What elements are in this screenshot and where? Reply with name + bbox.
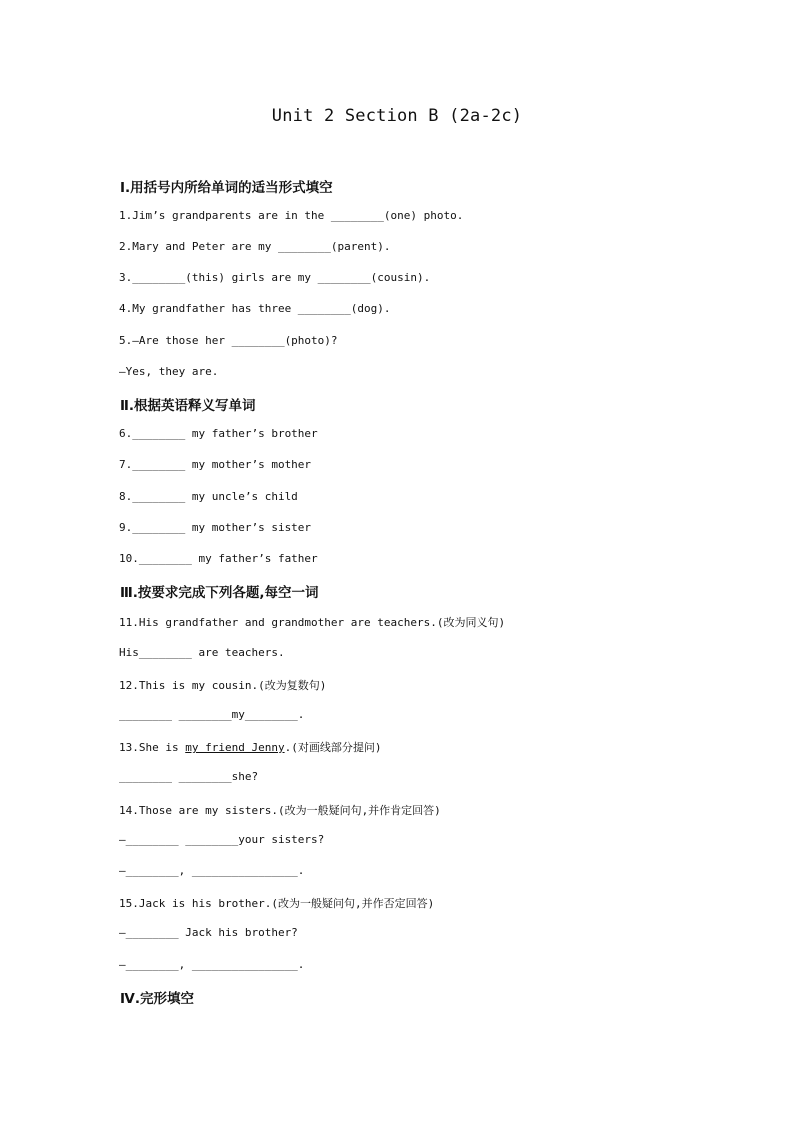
page-title: Unit 2 Section B (2a-2c): [271, 106, 523, 126]
question-6: 6.________ my father’s brother: [119, 427, 318, 440]
question-14: 14.Those are my sisters.(改为一般疑问句,并作肯定回答): [119, 804, 441, 817]
answer-15-question: —________ Jack his brother?: [119, 926, 298, 939]
section-heading-3: Ⅲ.按要求完成下列各题,每空一词: [120, 585, 319, 601]
question-1: 1.Jim’s grandparents are in the ________(one) photo.: [119, 209, 464, 222]
section-heading-4: Ⅳ.完形填空: [120, 991, 194, 1007]
question-4: 4.My grandfather has three ________(dog).: [119, 302, 391, 315]
question-2: 2.Mary and Peter are my ________(parent).: [119, 240, 391, 253]
answer-15-reply: —________, ________________.: [119, 958, 305, 971]
question-7: 7.________ my mother’s mother: [119, 458, 312, 471]
question-9: 9.________ my mother’s sister: [119, 521, 312, 534]
answer-13: ________ ________she?: [119, 770, 259, 783]
question-13-underlined: my friend Jenny: [185, 741, 285, 754]
question-10: 10.________ my father’s father: [119, 552, 318, 565]
answer-14-question: —________ ________your sisters?: [119, 833, 325, 846]
answer-11: His________ are teachers.: [119, 646, 285, 659]
question-15: 15.Jack is his brother.(改为一般疑问句,并作否定回答): [119, 897, 435, 910]
answer-12: ________ ________my________.: [119, 708, 305, 721]
question-8: 8.________ my uncle’s child: [119, 490, 298, 503]
question-5: 5.—Are those her ________(photo)?: [119, 334, 338, 347]
question-13: [119, 739, 381, 755]
question-13-instruction: .(对画线部分提问): [284, 741, 382, 754]
answer-14-reply: —________, ________________.: [119, 864, 305, 877]
section-heading-2: Ⅱ.根据英语释义写单词: [120, 398, 256, 414]
question-13-prefix: 13.She is: [119, 741, 186, 754]
question-11: 11.His grandfather and grandmother are teachers.(改为同义句): [119, 616, 506, 629]
question-12: 12.This is my cousin.(改为复数句): [119, 679, 327, 692]
question-3: 3.________(this) girls are my ________(cousin).: [119, 271, 431, 284]
section-heading-1: Ⅰ.用括号内所给单词的适当形式填空: [120, 180, 333, 196]
answer-5: —Yes, they are.: [119, 365, 219, 378]
